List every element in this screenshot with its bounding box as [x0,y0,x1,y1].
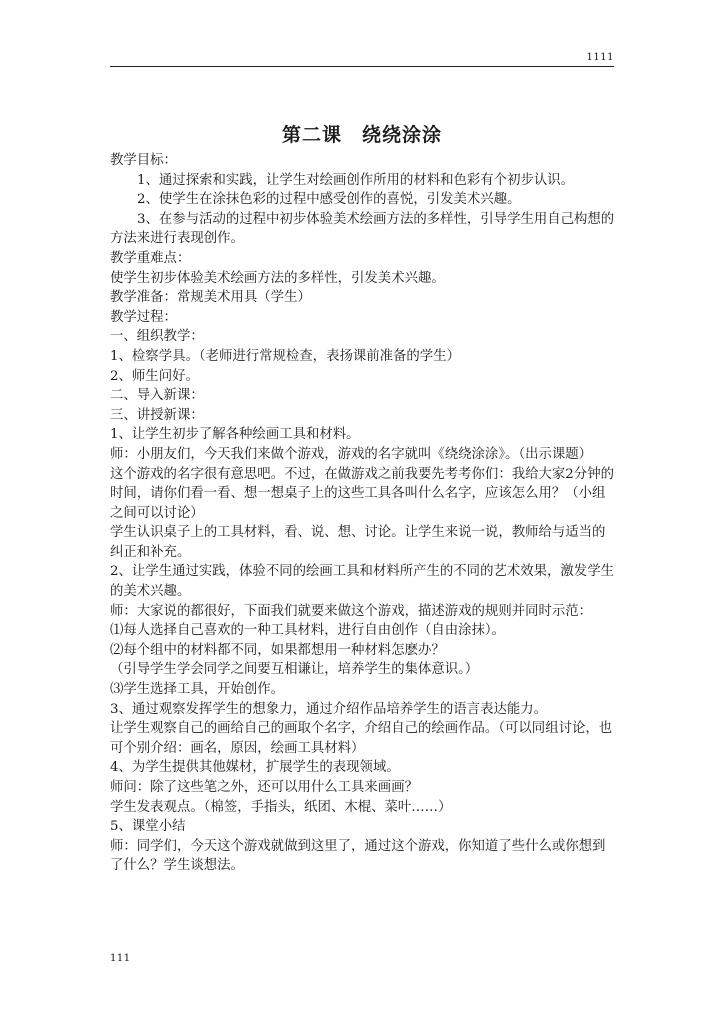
paragraph: 学生发表观点。（棉签，手指头，纸团、木棍、菜叶……） [110,799,452,815]
paragraph: 1、让学生初步了解各种绘画工具和材料。 [110,427,360,443]
paragraph: 教学目标： [110,153,177,168]
paragraph: ⑶学生选择工具，开始创作。 [110,682,285,698]
paragraph: 3、在参与活动的过程中初步体验美术绘画方法的多样性，引导学生用自己构想的方法来进行表现创作。 [110,211,615,247]
paragraph: 2、让学生通过实践，体验不同的绘画工具和材料所产生的不同的艺术效果，激发学生的美术兴趣。 [110,564,614,600]
footer-page-number: 111 [110,953,131,964]
lesson-body [110,151,616,876]
paragraph: 师：同学们，今天这个游戏就做到这里了，通过这个游戏，你知道了些什么或你想到了什么？学生谈想法。 [110,838,606,874]
paragraph: 5、课堂小结 [110,819,186,835]
paragraph: 3、通过观察发挥学生的想象力，通过介绍作品培养学生的语言表达能力。 [110,701,548,717]
header-rule [110,66,614,67]
paragraph: 这个游戏的名字很有意思吧。不过，在做游戏之前我要先考考你们：我给大家2分钟的时间，请你们看一看、想一想桌子上的这些工具各叫什么名字，应该怎么用？（小组之间可以讨论） [110,466,614,521]
paragraph: ⑵每个组中的材料都不同，如果都想用一种材料怎麽办？ [110,642,445,658]
header-page-number: 1111 [586,52,614,63]
paragraph: ⑴每人选择自己喜欢的一种工具材料，进行自由创作（自由涂抹）。 [110,623,506,639]
lesson-title: 第二课 绕绕涂涂 [281,124,442,146]
paragraph: 三、讲授新课： [110,407,204,423]
paragraph: 1、通过探索和实践，让学生对绘画创作所用的材料和色彩有个初步认识。 [137,172,575,188]
paragraph: 使学生初步体验美术绘画方法的多样性，引发美术兴趣。 [110,270,445,286]
paragraph: 教学准备：常规美术用具（学生） [110,290,311,306]
paragraph: 一、组织教学： [110,329,204,345]
paragraph: （引导学生学会同学之间要互相谦让，培养学生的集体意识。） [110,662,479,678]
paragraph: 师：小朋友们，今天我们来做个游戏，游戏的名字就叫《绕绕涂涂》。（出示课题） [110,446,593,462]
paragraph: 教学过程： [110,309,177,325]
paragraph: 2、使学生在涂抹色彩的过程中感受创作的喜悦，引发美术兴趣。 [137,192,521,208]
paragraph: 让学生观察自己的画给自己的画取个名字，介绍自己的绘画作品。（可以同组讨论，也可个别介绍：画名，原因，绘画工具材料） [110,721,613,756]
paragraph: 1、检察学具。（老师进行常规检查，表扬课前准备的学生） [110,348,460,364]
paragraph: 二、导入新课： [110,388,204,404]
paragraph: 2、师生问好。 [110,368,199,384]
paragraph: 师问：除了这些笔之外，还可以用什么工具来画画？ [110,780,418,795]
paragraph: 4、为学生提供其他媒材，扩展学生的表现领域。 [110,760,400,776]
paragraph: 教学重难点： [110,250,191,266]
paragraph: 学生认识桌子上的工具材料，看、说、想、讨论。让学生来说一说，教师给与适当的纠正和补充。 [110,525,606,560]
paragraph: 师：大家说的都很好，下面我们就要来做这个游戏，描述游戏的规则并同时示范： [110,603,593,619]
